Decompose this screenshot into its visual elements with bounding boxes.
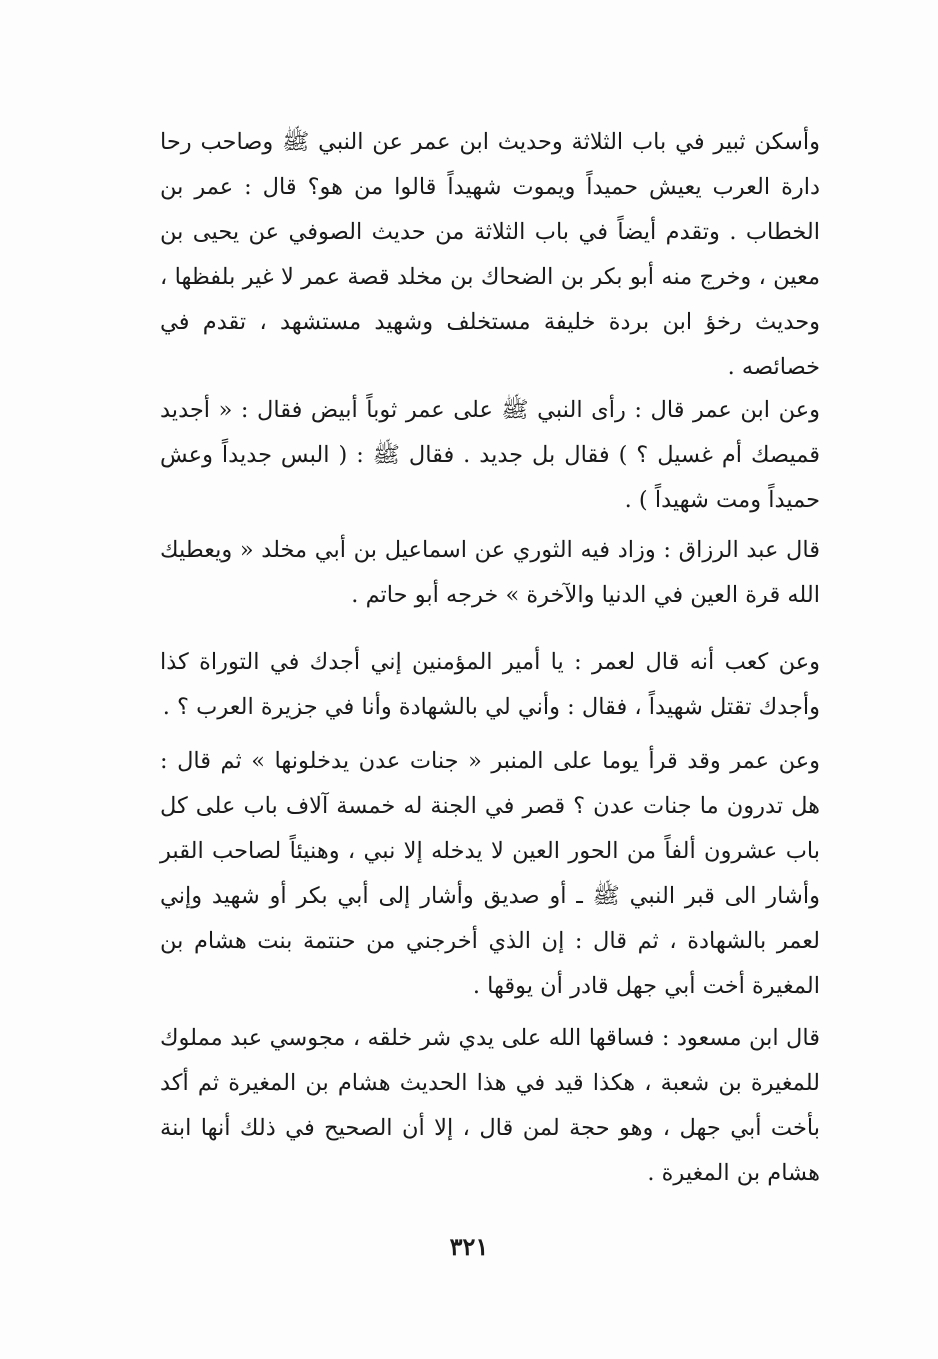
paragraph-text: وعن عمر وقد قرأ يوما على المنبر « جنات عدن يدخلونها » ثم قال : هل تدرون ما جنات عدن ؟ قصر في الجنة له خمسة آلاف باب على كل باب عشرون ألفاً من الحور العين لا يدخله إلا نبي ، وهنيئاً لصاحب القبر وأشار الى قبر النبي ﷺ ـ أو صديق وأشار إلى أبي بكر أو شهيد وإني لعمر بالشهادة ، ثم قال : إن الذي أخرجني من حنتمة بنت هشام بن المغيرة أخت أبي جهل قادر أن يوقها .: [160, 748, 820, 999]
paragraph-text: وعن ابن عمر قال : رأى النبي ﷺ على عمر ثوباً أبيض فقال : « أجديد قميصك أم غسيل ؟ ) فقال بل جديد . فقال ﷺ : ( البس جديداً وعش حميداً ومت شهيداً ) .: [160, 397, 820, 513]
paragraph-6: [160, 1016, 820, 1196]
paragraph-3: [160, 528, 820, 618]
paragraph-text: قال ابن مسعود : فساقها الله على يدي شر خلقه ، مجوسي عبد مملوك للمغيرة بن شعبة ، هكذا قيد في هذا الحديث هشام بن المغيرة ثم أكد بأخت أبي جهل ، وهو حجة لمن قال ، إلا أن الصحيح في ذلك أنها ابنة هشام بن المغيرة .: [160, 1025, 820, 1186]
paragraph-5: [160, 739, 820, 1009]
paragraph-4: [160, 640, 820, 730]
paragraph-text: وعن كعب أنه قال لعمر : يا أمير المؤمنين إني أجدك في التوراة كذا وأجدك تقتل شهيداً ، فقال : وأني لي بالشهادة وأنا في جزيرة العرب ؟ .: [160, 649, 820, 720]
paragraph-2: [160, 388, 820, 523]
paragraph-text: قال عبد الرزاق : وزاد فيه الثوري عن اسماعيل بن أبي مخلد « ويعطيك الله قرة العين في الدنيا والآخرة » خرجه أبو حاتم .: [160, 537, 820, 608]
page-number: ٣٢١: [449, 1232, 489, 1261]
paragraph-text: وأسكن ثبير في باب الثلاثة وحديث ابن عمر عن النبي ﷺ وصاحب رحا دارة العرب يعيش حميداً ويموت شهيداً قالوا من هو؟ قال : عمر بن الخطاب . وتقدم أيضاً في باب الثلاثة من حديث الصوفي عن يحيى بن معين ، وخرج منه أبو بكر بن الضحاك بن مخلد قصة عمر لا غير بلفظها ، وحديث رخؤ ابن بردة خليفة مستخلف وشهيد مستشهد ، تقدم في خصائصه .: [160, 129, 820, 380]
paragraph-1: [160, 120, 820, 390]
